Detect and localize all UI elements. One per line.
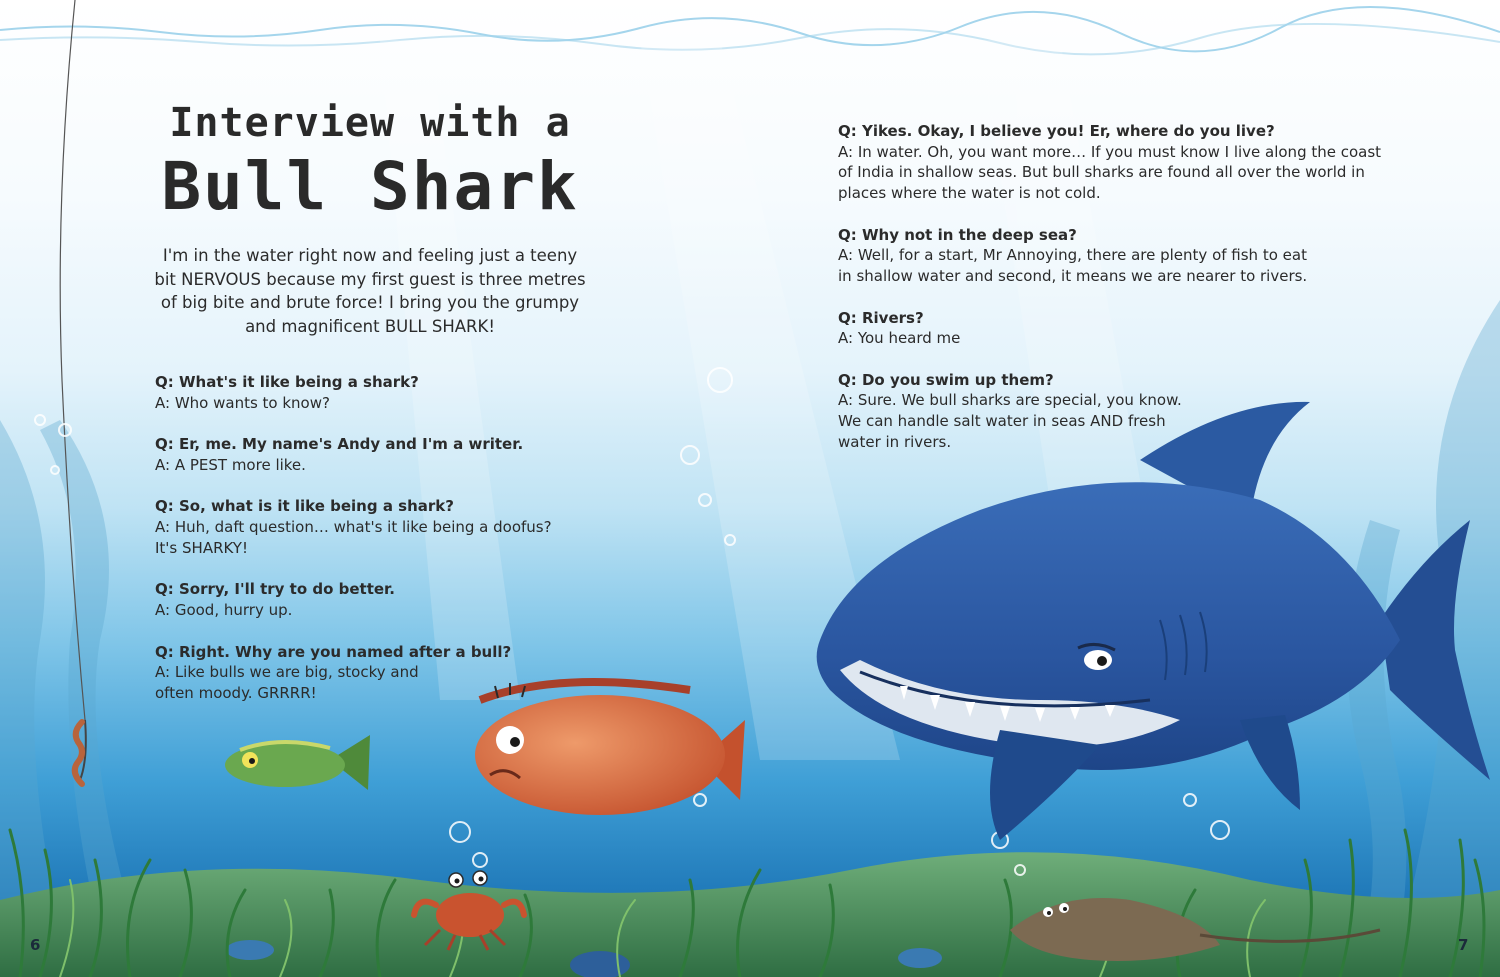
answer-text: A: Sure. We bull sharks are special, you know. We can handle salt water in seas AND fresh water in rivers. <box>838 391 1182 451</box>
qa-item <box>838 370 1398 453</box>
intro-paragraph: I'm in the water right now and feeling just a teeny bit NERVOUS because my first guest is three metres of big bite and brute force! I bring you the grumpy and magnificent BULL SHARK! <box>154 246 586 336</box>
left-interview-column <box>155 372 575 724</box>
seabed <box>0 852 1500 977</box>
page-title-line1: Interview with a <box>169 100 571 146</box>
question-text: Q: Why not in the deep sea? <box>838 225 1077 244</box>
answer-text: A: Who wants to know? <box>155 393 330 412</box>
answer-text: A: In water. Oh, you want more… If you must know I live along the coast of India in shallow seas. But bull sharks are found all over the world in places where the water is not cold. <box>838 142 1382 203</box>
question-text: Q: So, what is it like being a shark? <box>155 497 454 516</box>
green-fish-illustration <box>225 735 370 790</box>
right-interview-column <box>838 121 1398 473</box>
page-title-line2: Bull Shark <box>161 148 579 225</box>
answer-text: A: Good, hurry up. <box>155 601 293 620</box>
page-number-left: 6 <box>30 936 41 954</box>
question-text: Q: Yikes. Okay, I believe you! Er, where do you live? <box>838 122 1275 140</box>
qa-item <box>838 121 1398 204</box>
water-surface <box>0 7 1500 54</box>
question-text: Q: What's it like being a shark? <box>155 373 419 391</box>
qa-item <box>155 372 575 413</box>
question-text: Q: Er, me. My name's Andy and I'm a writer. <box>155 435 524 454</box>
question-text: Q: Sorry, I'll try to do better. <box>155 580 395 599</box>
qa-item <box>155 642 575 704</box>
qa-item <box>155 496 575 558</box>
answer-text: A: Well, for a start, Mr Annoying, there are plenty of fish to eat in shallow water and second, it means we are nearer to rivers. <box>838 246 1308 286</box>
answer-text: A: Like bulls we are big, stocky and often moody. GRRRR! <box>155 663 419 702</box>
answer-text: A: Huh, daft question… what's it like being a doofus? It's SHARKY! <box>155 518 552 557</box>
qa-item <box>838 308 1398 349</box>
question-text: Q: Right. Why are you named after a bull? <box>155 642 512 661</box>
page-number-right: 7 <box>1458 936 1469 954</box>
qa-item <box>838 225 1398 287</box>
question-text: Q: Do you swim up them? <box>838 370 1054 389</box>
question-text: Q: Rivers? <box>838 308 924 327</box>
answer-text: A: You heard me <box>838 329 961 348</box>
answer-text: A: A PEST more like. <box>155 455 306 474</box>
qa-item <box>155 579 575 620</box>
qa-item <box>155 434 575 475</box>
